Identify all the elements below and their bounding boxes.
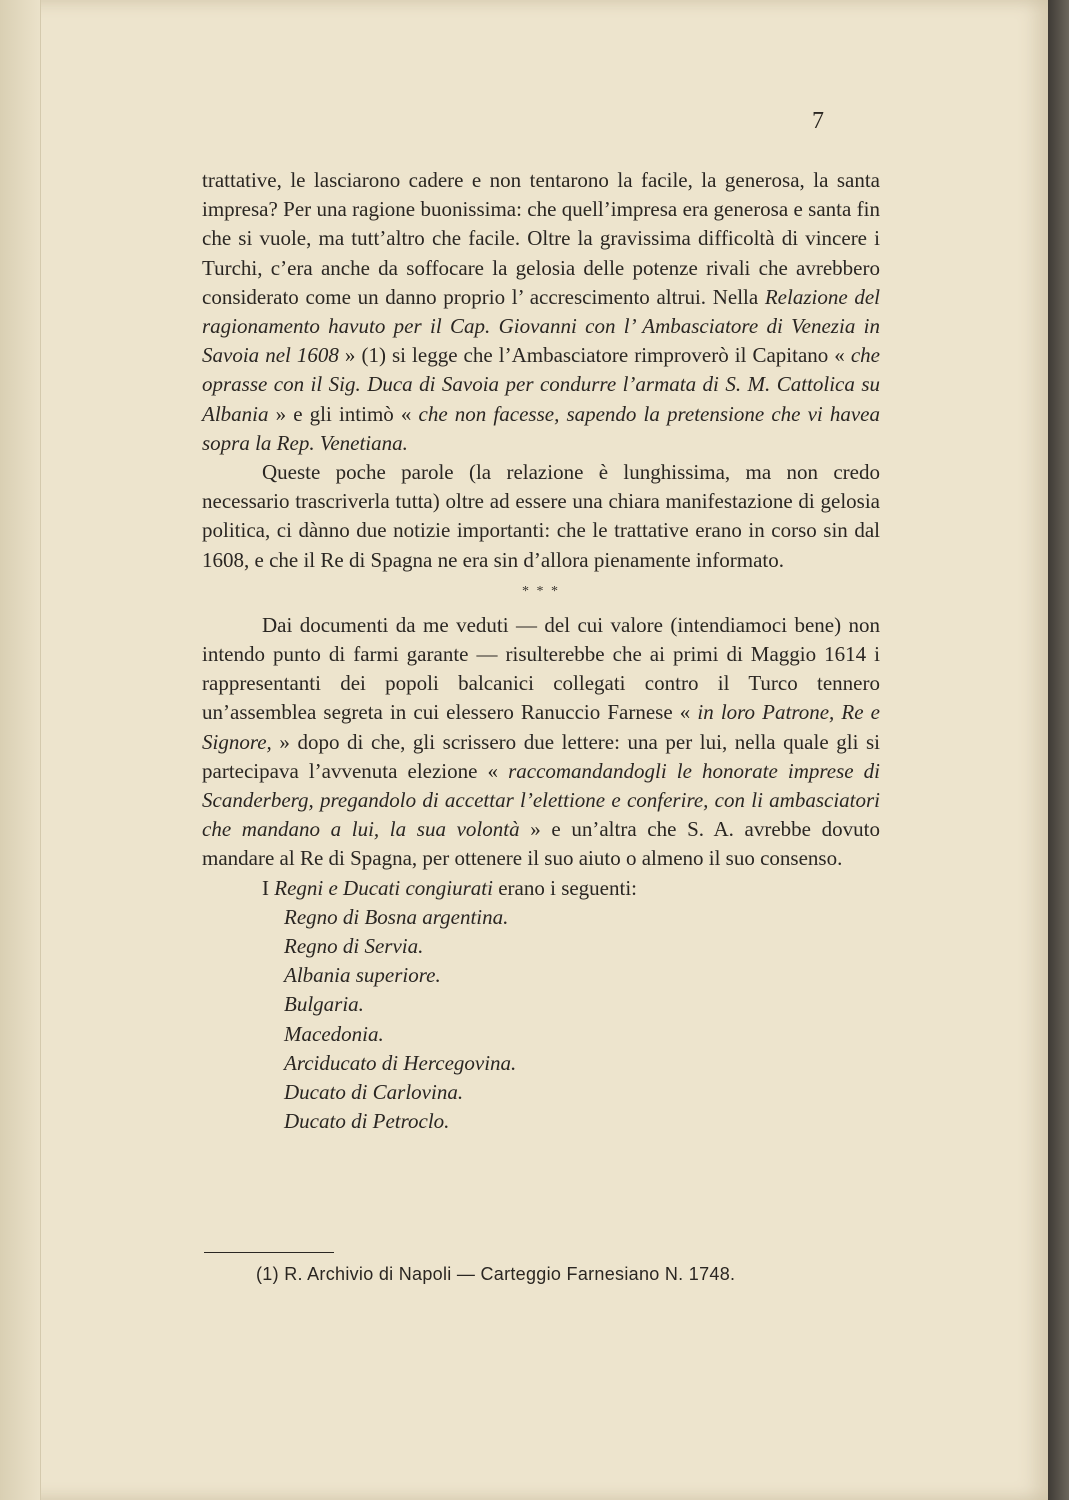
footnote: (1) R. Archivio di Napoli — Carteggio Farnesiano N. 1748. [256,1264,736,1284]
section-separator: * * * [522,583,560,599]
paragraph-2: Queste poche parole (la relazione è lunghissima, ma non credo necessario trascriverla tutta) oltre ad essere una chiara manifestazione di gelosia politica, ci dànno due notizie importanti: che le trattative erano in corso sin dal 1608, e che il Re di Spagna ne era sin d’allora pienamente informato. [202,460,880,572]
list-item: Bulgaria. [284,992,364,1017]
footnote-rule [204,1252,334,1253]
kingdoms-list [202,903,880,1137]
list-item: Ducato di Carlovina. [284,1080,464,1105]
paragraph-1: trattative, le lasciarono cadere e non tentarono la facile, la generosa, la santa impresa? Per una ragione buonissima: che quell’impresa era generosa e santa fin che si vuole, ma tutt’altro che facile. Oltre la gravissima difficoltà di vincere i Turchi, c’era anche da soffocare la gelosia delle potenze rivali che avrebbero considerato come un danno proprio l’ accrescimento altrui. Nella Relazione del ragionamento havuto per il Cap. Giovanni con l’ Ambasciatore di Venezia in Savoia nel 1608 » (1) si legge che l’Ambasciatore rimproverò il Capitano « che oprasse con il Sig. Duca di Savoia per condurre l’armata di S. M. Cattolica su Albania » e gli intimò « che non facesse, sapendo la pretensione che vi havea sopra la Rep. Venetiana. [202,168,880,455]
body-text [202,166,880,1137]
paragraph-4: I Regni e Ducati congiurati erano i seguenti: [262,875,638,900]
list-item: Regno di Servia. [284,934,424,959]
page-gutter [0,0,41,1500]
list-item: Arciducato di Hercegovina. [284,1050,517,1075]
list-item: Albania superiore. [284,963,441,988]
list-item: Regno di Bosna argentina. [284,904,509,929]
page-edge [1048,0,1069,1500]
paragraph-3: Dai documenti da me veduti — del cui valore (intendiamoci bene) non intendo punto di farmi garante — risulterebbe che ai primi di Maggio 1614 i rappresentanti dei popoli balcanici collegati contro il Turco tennero un’assemblea segreta in cui elessero Ranuccio Farnese « in loro Patrone, Re e Signore, » dopo di che, gli scrissero due lettere: una per lui, nella quale gli si partecipava l’avvenuta elezione « raccomandandogli le honorate imprese di Scanderberg, pregandolo di accettar l’elettione e conferire, con li ambasciatori che mandano a lui, la sua volontà » e un’altra che S. A. avrebbe dovuto mandare al Re di Spagna, per ottenere il suo aiuto o almeno il suo consenso. [202,612,880,871]
page-number: 7 [812,108,824,134]
list-item: Ducato di Petroclo. [284,1109,450,1134]
list-item: Macedonia. [284,1021,384,1046]
